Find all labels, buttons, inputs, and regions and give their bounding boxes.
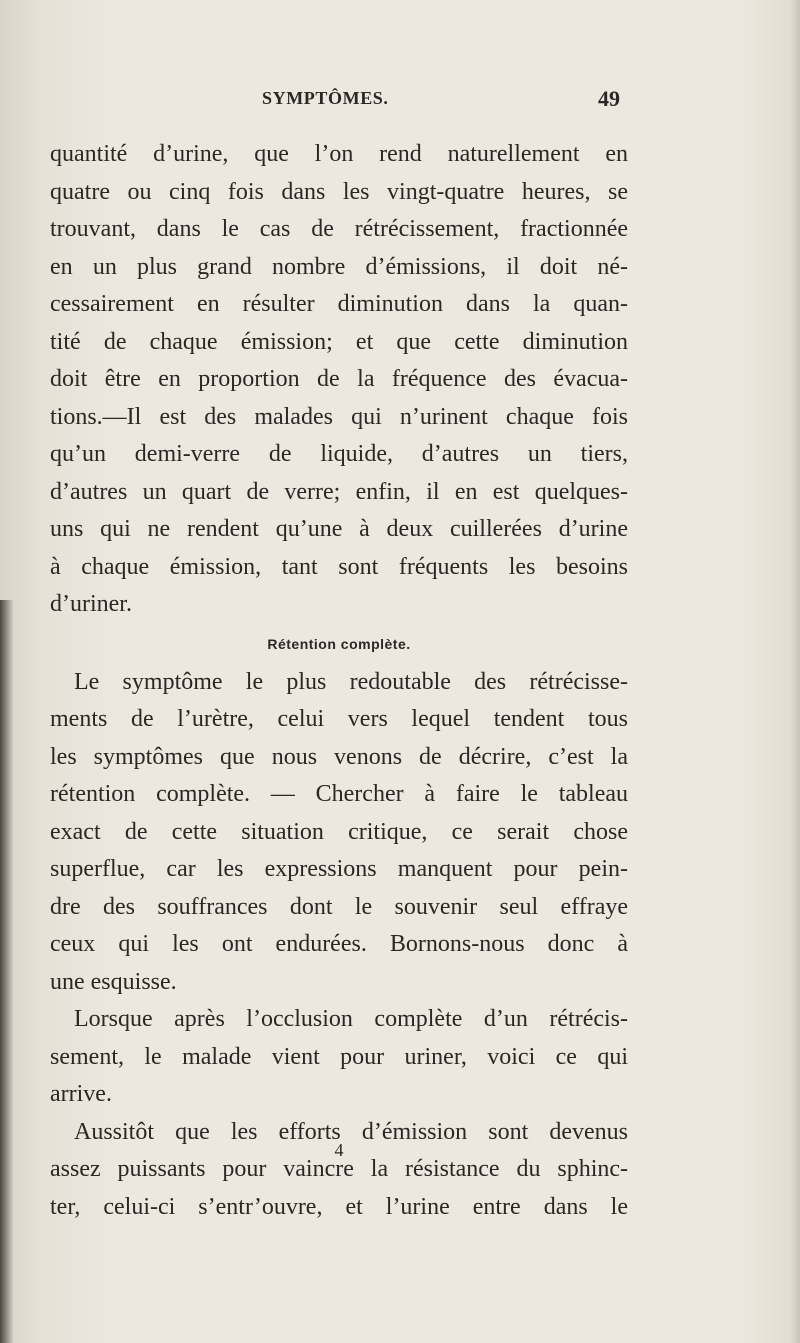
text-line: tité de chaque émission; et que cette diminution	[50, 328, 628, 355]
page-number: 49	[598, 86, 620, 111]
text-line: une esquisse.	[50, 968, 177, 995]
text-line: ter, celui-ci s’entr’ouvre, et l’urine entre dans le	[50, 1193, 628, 1220]
text-line: trouvant, dans le cas de rétrécissement, fractionnée	[50, 216, 628, 242]
text-line: quatre ou cinq fois dans les vingt-quatre heures, se	[50, 178, 628, 205]
text-line: tions.—Il est des malades qui n’urinent chaque fois	[50, 403, 628, 430]
text-line: d’uriner.	[50, 591, 132, 617]
text-line: arrive.	[50, 1081, 112, 1107]
binding-gutter	[0, 600, 14, 1343]
text-line: assez puissants pour vaincre la résistance du sphinc-	[50, 1156, 628, 1182]
text-line: sement, le malade vient pour uriner, voici ce qui	[50, 1043, 628, 1070]
body-text	[50, 136, 628, 1226]
text-line: les symptômes que nous venons de décrire, c’est la	[50, 743, 628, 770]
text-line: quantité d’urine, que l’on rend naturellement en	[50, 141, 628, 167]
text-line: qu’un demi-verre de liquide, d’autres un tiers,	[50, 441, 628, 467]
text-line: uns qui ne rendent qu’une à deux cuillerées d’urine	[50, 516, 628, 542]
text-line: à chaque émission, tant sont fréquents les besoins	[50, 553, 628, 580]
signature-mark: 4	[334, 1140, 344, 1160]
text-line: Aussitôt que les efforts d’émission sont devenus	[74, 1118, 628, 1145]
section-heading: Rétention complète.	[267, 635, 411, 652]
text-line: dre des souffrances dont le souvenir seul effraye	[50, 893, 628, 920]
text-line: doit être en proportion de la fréquence des évacua-	[50, 366, 628, 392]
text-line: en un plus grand nombre d’émissions, il doit né-	[50, 253, 628, 280]
text-line: exact de cette situation critique, ce serait chose	[50, 818, 628, 845]
text-line: ments de l’urètre, celui vers lequel tendent tous	[50, 706, 628, 732]
text-line: superflue, car les expressions manquent pour pein-	[50, 856, 628, 882]
running-head	[100, 88, 620, 114]
text-line: d’autres un quart de verre; enfin, il en est quelques-	[50, 478, 628, 505]
text-line: ceux qui les ont endurées. Bornons-nous donc à	[50, 931, 628, 957]
text-line: Le symptôme le plus redoutable des rétrécisse-	[74, 668, 628, 695]
text-line: Lorsque après l’occlusion complète d’un rétrécis-	[74, 1006, 628, 1032]
text-line: cessairement en résulter diminution dans la quan-	[50, 291, 628, 317]
text-line: rétention complète. — Chercher à faire le tableau	[50, 781, 628, 807]
running-title: SYMPTÔMES.	[262, 88, 389, 108]
